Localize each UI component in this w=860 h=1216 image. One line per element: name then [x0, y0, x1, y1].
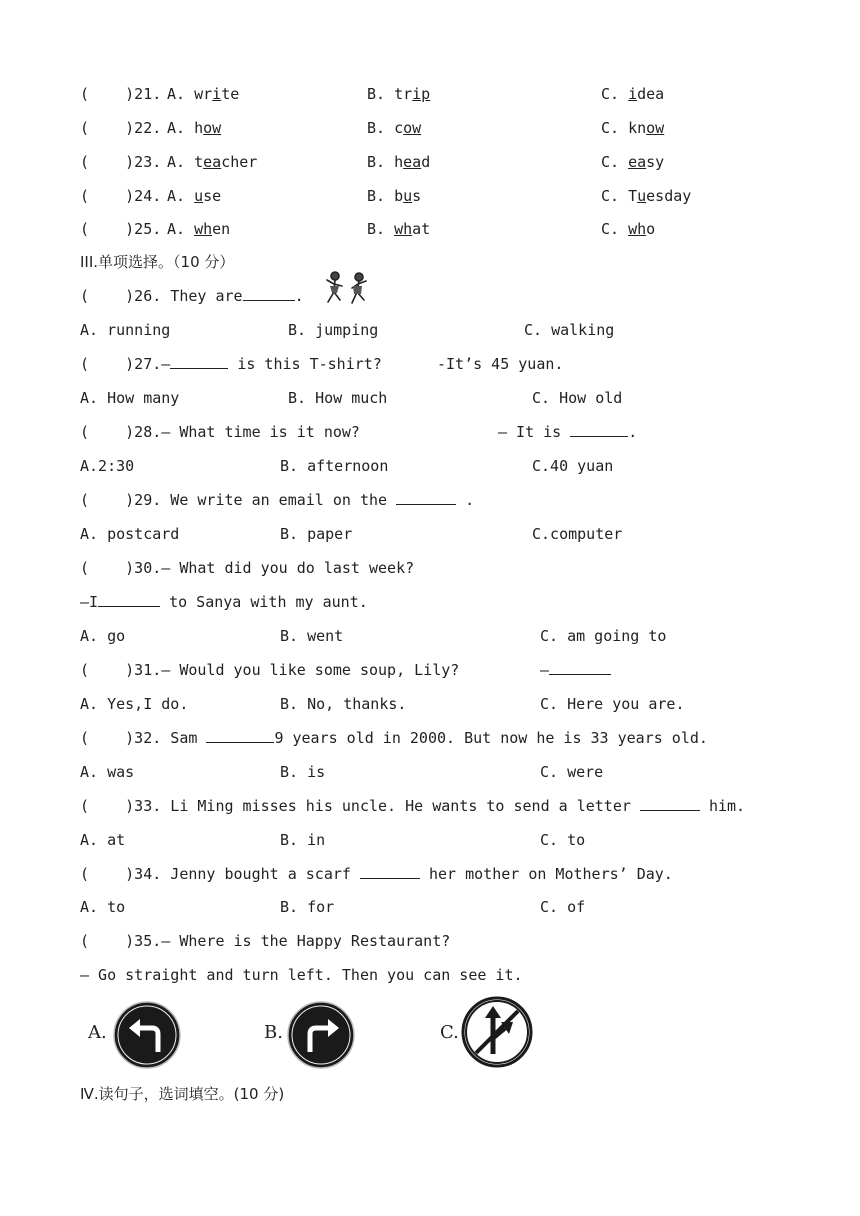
- turn-left-sign-icon[interactable]: [112, 1000, 182, 1070]
- phonics-25-option-b[interactable]: B. what: [367, 220, 431, 238]
- q30-reply: —I to Sanya with my aunt.: [80, 593, 368, 611]
- phonics-22-option-a[interactable]: A. how: [167, 119, 222, 137]
- q26-option-b[interactable]: B. jumping: [288, 321, 379, 339]
- q27-option-b[interactable]: B. How much: [288, 389, 388, 407]
- no-straight-or-right-turn-sign-icon[interactable]: [461, 996, 533, 1068]
- question-33: ( )33. Li Ming misses his uncle. He wants to send a letter him.: [80, 797, 746, 815]
- phonics-25-option-a[interactable]: A. when: [167, 220, 231, 238]
- phonics-22-option-c[interactable]: C. know: [601, 119, 665, 137]
- answer-blank[interactable]: [206, 728, 274, 743]
- q26-option-c[interactable]: C. walking: [524, 321, 615, 339]
- question-30: ( )30.— What did you do last week?: [80, 559, 415, 577]
- q33-option-c[interactable]: C. to: [540, 831, 586, 849]
- q32-option-a[interactable]: A. was: [80, 763, 135, 781]
- phonics-question-25: ( )25.: [80, 220, 162, 238]
- children-running-icon: [322, 270, 374, 308]
- q30-option-a[interactable]: A. go: [80, 627, 126, 645]
- q29-option-a[interactable]: A. postcard: [80, 525, 180, 543]
- q28-option-a[interactable]: A.2:30: [80, 457, 135, 475]
- q28-option-c[interactable]: C.40 yuan: [532, 457, 614, 475]
- question-34: ( )34. Jenny bought a scarf her mother on Mothers’ Day.: [80, 865, 673, 883]
- phonics-question-22: ( )22.: [80, 119, 162, 137]
- q27-reply: -It’s 45 yuan.: [437, 355, 564, 373]
- phonics-21-option-a[interactable]: A. write: [167, 85, 240, 103]
- question-32: ( )32. Sam 9 years old in 2000. But now he is 33 years old.: [80, 729, 708, 747]
- q30-option-b[interactable]: B. went: [280, 627, 344, 645]
- q34-option-b[interactable]: B. for: [280, 898, 335, 916]
- question-26: ( )26. They are .: [80, 287, 304, 305]
- answer-blank[interactable]: [549, 660, 611, 675]
- q35-option-a-label[interactable]: A.: [88, 1022, 107, 1043]
- q31-option-c[interactable]: C. Here you are.: [540, 695, 685, 713]
- phonics-23-option-b[interactable]: B. head: [367, 153, 431, 171]
- answer-blank[interactable]: [170, 354, 228, 369]
- phonics-question-23: ( )23.: [80, 153, 162, 171]
- turn-right-sign-icon[interactable]: [286, 1000, 356, 1070]
- q29-option-c[interactable]: C.computer: [532, 525, 623, 543]
- q34-option-c[interactable]: C. of: [540, 898, 586, 916]
- answer-blank[interactable]: [640, 796, 700, 811]
- phonics-question-21: ( )21.: [80, 85, 162, 103]
- q33-option-a[interactable]: A. at: [80, 831, 126, 849]
- answer-blank[interactable]: [396, 490, 456, 505]
- q32-option-b[interactable]: B. is: [280, 763, 326, 781]
- phonics-24-option-b[interactable]: B. bus: [367, 187, 422, 205]
- q27-option-a[interactable]: A. How many: [80, 389, 180, 407]
- q35-option-c-label[interactable]: C.: [440, 1022, 459, 1043]
- phonics-25-option-c[interactable]: C. who: [601, 220, 656, 238]
- answer-blank[interactable]: [570, 422, 628, 437]
- answer-blank[interactable]: [98, 592, 160, 607]
- q28-reply: — It is .: [498, 423, 638, 441]
- phonics-24-option-c[interactable]: C. Tuesday: [601, 187, 692, 205]
- q29-option-b[interactable]: B. paper: [280, 525, 353, 543]
- section-4-title: Ⅳ.读句子，选词填空。(10 分): [80, 1085, 285, 1103]
- q31-reply: —: [540, 660, 611, 680]
- phonics-24-option-a[interactable]: A. use: [167, 187, 222, 205]
- q31-option-a[interactable]: A. Yes,I do.: [80, 695, 189, 713]
- q32-option-c[interactable]: C. were: [540, 763, 604, 781]
- answer-blank[interactable]: [360, 864, 420, 879]
- phonics-23-option-c[interactable]: C. easy: [601, 153, 665, 171]
- q26-option-a[interactable]: A. running: [80, 321, 171, 339]
- question-31: ( )31.— Would you like some soup, Lily?: [80, 661, 460, 679]
- question-27: ( )27.— is this T-shirt?: [80, 355, 382, 373]
- question-29: ( )29. We write an email on the .: [80, 491, 475, 509]
- section-3-title: III.单项选择。（10 分）: [80, 253, 235, 271]
- q27-option-c[interactable]: C. How old: [532, 389, 623, 407]
- question-28: ( )28.— What time is it now?: [80, 423, 360, 441]
- q28-option-b[interactable]: B. afternoon: [280, 457, 389, 475]
- q35-option-b-label[interactable]: B.: [264, 1022, 283, 1043]
- q31-option-b[interactable]: B. No, thanks.: [280, 695, 407, 713]
- phonics-23-option-a[interactable]: A. teacher: [167, 153, 258, 171]
- phonics-22-option-b[interactable]: B. cow: [367, 119, 422, 137]
- q35-reply: — Go straight and turn left. Then you can see it.: [80, 966, 523, 984]
- question-35: ( )35.— Where is the Happy Restaurant?: [80, 932, 451, 950]
- phonics-21-option-c[interactable]: C. idea: [601, 85, 665, 103]
- q34-option-a[interactable]: A. to: [80, 898, 126, 916]
- q30-option-c[interactable]: C. am going to: [540, 627, 667, 645]
- phonics-21-option-b[interactable]: B. trip: [367, 85, 431, 103]
- answer-blank[interactable]: [243, 286, 295, 301]
- q26-stem: ( )26. They are: [80, 287, 243, 305]
- q33-option-b[interactable]: B. in: [280, 831, 326, 849]
- phonics-question-24: ( )24.: [80, 187, 162, 205]
